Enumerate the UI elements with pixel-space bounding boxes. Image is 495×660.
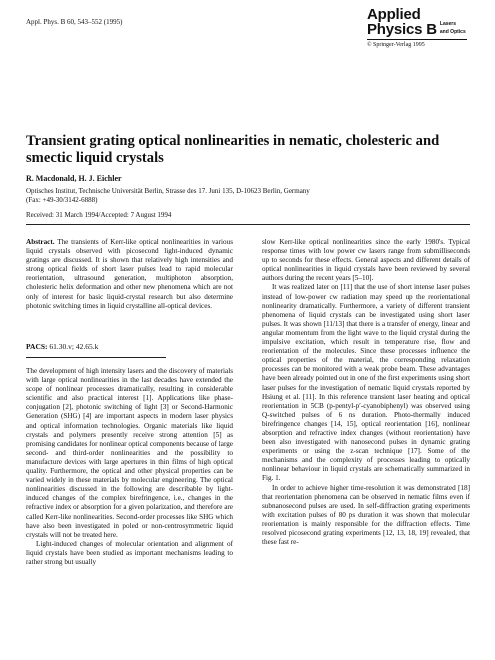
- affiliation-fax: (Fax: +49-30/3142-6888): [26, 196, 98, 204]
- right-column-body: [262, 238, 470, 547]
- copyright: © Springer-Verlag 1995: [367, 42, 425, 48]
- abstract-label: Abstract.: [26, 238, 55, 246]
- affiliation-line: Optisches Institut, Technische Universität Berlin, Strasse des 17. Juni 135, D-10623 Berlin, Germany: [26, 187, 310, 195]
- paragraph: The development of high intensity lasers and the discovery of materials with large optical nonlinearities in the last decades have extended the scope of nonlinear processes dramatically, resulting in considerable scientific and also practical interest [1]. Applications like phase-conjugation [2], photonic switching of light [3] or Second-Harmonic Generation (SHG) [4] are important aspects in modern laser physics and optical information technologies. Organic materials like liquid crystals and polymers presently receive strong attention [5] as promising candidates for nonlinear optical components because of large second- and third-order nonlinearities and the possibility to manufacture devices with large apertures in thin films of high optical quality. Furthermore, the optical and other physical properties can be varied widely in these materials by molecular engineering. The optical nonlinearities discussed in the following are describable by light-induced changes of the complex birefringence, i.e., changes in the refractive index or absorption for a given polarization, and therefore are called Kerr-like nonlinearities. Second-order processes like SHG which have also been investigated in poled or non-centrosymmetric liquid crystals will not be treated here.: [26, 367, 233, 539]
- header-divider: [26, 224, 470, 225]
- affiliation: [26, 187, 466, 205]
- paragraph: It was realized later on [11] that the use of short intense laser pulses instead of low-power cw radiation may speed up the reorientational nonlinearity dramatically. Furthermore, a variety of different transient phenomena of liquid crystals can be investigated using short laser pulses. It was shown [11/13] that there is a transfer of energy, linear and angular momentum from the light wave to the liquid crystal during the impulsive excitation, which result in temperature rise, flow and reorientation of the molecules. Since these processes influence the optical properties of the material, the corresponding relaxation processes can be monitored with a weak probe beam. These advantages have been already pointed out in one of the first experiments using short laser pulses for the investigation of nematic liquid crystals reported by Hsiung et al. [11]. In this reference transient laser heating and optical reorientation in 5CB (p-pentyl-p′-cyanobiphenyl) was observed using Q-switched pulses of 6 ns duration. Photo-thermally induced birefringence changes [14, 15], optical reorientation [16], nonlinear absorption and refractive index changes (without reorientation) have been also investigated with nanosecond pulses in dynamic grating experiments or using the z-scan technique [17]. Some of the mechanisms and the complexity of processes leading to optically nonlinear behaviour in liquid crystals are schematically summarized in Fig. 1.: [262, 283, 470, 483]
- abstract: [26, 238, 233, 311]
- paragraph: Light-induced changes of molecular orientation and alignment of liquid crystals have been studied as important mechanisms leading to rather strong but usually: [26, 539, 233, 566]
- journal-logo: [367, 8, 475, 48]
- section-divider: [26, 357, 166, 358]
- paragraph: slow Kerr-like optical nonlinearities since the early 1980's. Typical response times with low power cw lasers range from submilliseconds up to seconds for these effects. General aspects and different details of optical nonlinearities in liquid crystals have been reviewed by several authors during the recent years [5–10].: [262, 238, 470, 283]
- left-column-body: [26, 367, 233, 567]
- pacs-label: PACS:: [26, 342, 48, 351]
- pacs: [26, 342, 98, 351]
- received-dates: Received: 31 March 1994/Accepted: 7 August 1994: [26, 211, 172, 219]
- article-title: Transient grating optical nonlinearities in nematic, cholesteric and smectic liquid crystals: [26, 133, 440, 166]
- logo-line-2: Physics B: [367, 21, 437, 38]
- paragraph: In order to achieve higher time-resolution it was demonstrated [18] that reorientation phenomena can be observed in nematic films even if subnanosecond pulses are used. In self-diffraction grating experiments with excitation pulses of 80 ps duration it was shown that molecular reorientation is mainly responsible for the diffraction effects. Time resolved picosecond grating experiments [12, 13, 18, 19] revealed, that these fast re-: [262, 483, 470, 547]
- logo-sub-2: and Optics: [439, 28, 466, 35]
- pacs-value: 61.30.v; 42.65.k: [49, 342, 99, 351]
- logo-sub-1: Lasers: [439, 21, 457, 27]
- logo-line-1: Applied: [367, 6, 421, 23]
- logo-rule: [367, 39, 467, 40]
- abstract-text: The transients of Kerr-like optical nonlinearities in various liquid crystals observed with picosecond light-induced dynamic gratings are discussed. It is shown that relatively high intensities and strong optical fields of short laser pulses lead to rapid molecular reorientation, ultrasound generation, multiphoton absorption, cholesteric helix deformation and other new phenomena which are not only of interest for basic liquid-crystal research but also determine photonic switching times in liquid crystalline all-optical devices.: [26, 238, 233, 310]
- journal-citation: Appl. Phys. B 60, 543–552 (1995): [26, 18, 123, 26]
- article-authors: R. Macdonald, H. J. Eichler: [26, 174, 122, 183]
